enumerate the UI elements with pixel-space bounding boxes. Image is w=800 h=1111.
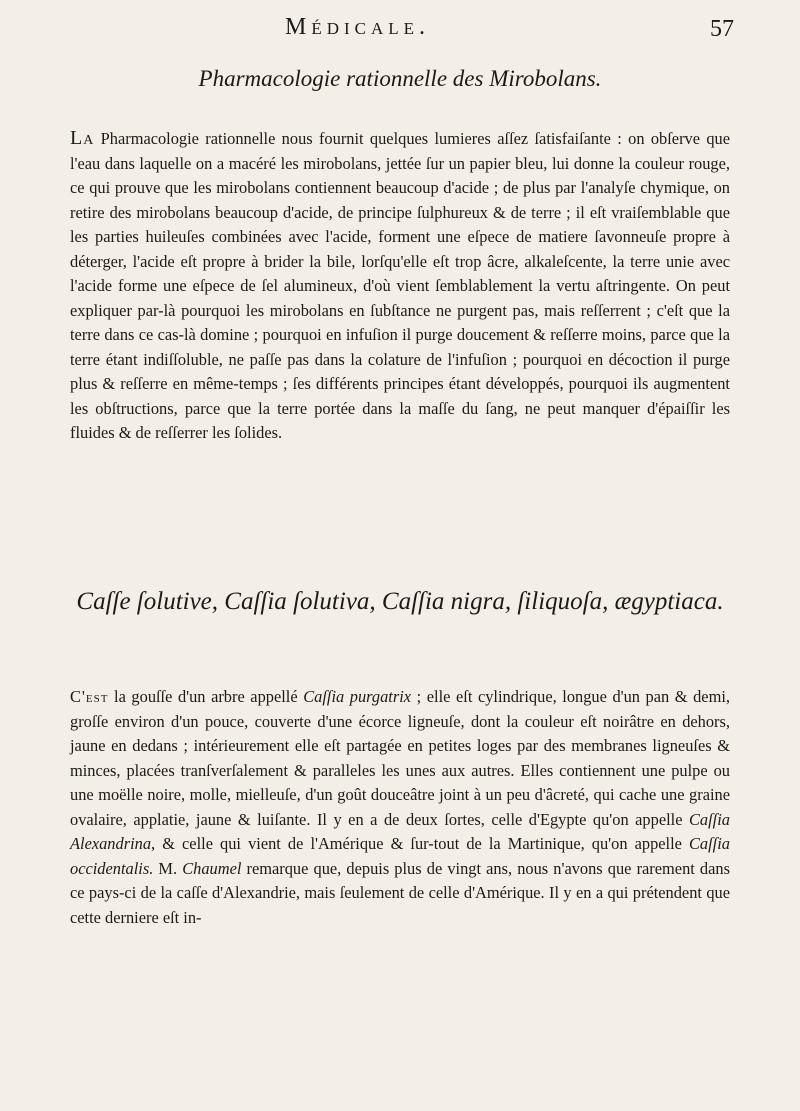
- running-head: [0, 12, 800, 48]
- author-name-chaumel: Chaumel: [182, 858, 242, 878]
- running-title: Médicale.: [285, 14, 431, 40]
- latin-name-alexandrina: Caſſia Alexandrina: [70, 809, 730, 854]
- page-number: 57: [710, 16, 734, 42]
- paragraph-text: la gouſſe d'un arbre appellé: [108, 687, 304, 707]
- latin-name-occidentalis: Caſſia occidentalis.: [70, 834, 730, 878]
- paragraph-lead-word: La: [70, 127, 95, 150]
- paragraph-mirobolans: [70, 126, 730, 446]
- paragraph-text: ; elle eſt cylindrique, longue d'un pan & demi, groſſe environ d'un pouce, couverte d'une écorce ligneuſe, dont la couleur eſt noirâtre en dehors, jaune en dedans ; intérieurement elle eſt partagée en petites loges par des membranes ligneuſes & minces, placées tranſverſalement & paralleles les unes aux autres. Elles contiennent une pulpe ou une moëlle noire, molle, mielleuſe, d'un goût douceâtre joint à un peu d'âcreté, qui cache une graine ovalaire, applatie, jaune & luiſante. Il y en a de deux ſortes, celle d'Egypte qu'on appelle: [70, 687, 730, 829]
- section-title-casse: Caſſe ſolutive, Caſſia ſolutiva, Caſſia nigra, ſiliquoſa, ægyptiaca.: [76, 588, 724, 615]
- paragraph-casse: [70, 685, 730, 930]
- paragraph-text: Pharmacologie rationnelle nous fournit quelques lumieres aſſez ſatisfaiſante : on obſerve que l'eau dans laquelle on a macéré les mirobolans, jettée ſur un papier bleu, lui donne la couleur rouge, ce qui prouve que les mirobolans contiennent beaucoup d'acide ; de plus par l'analyſe chymique, on retire des mirobolans beaucoup d'acide, de principe ſulphureux & de terre ; il eſt vraiſemblable que les parties huileuſes combinées avec l'acide, forment une eſpece de matiere ſavonneuſe propre à déterger, l'acide eſt propre à brider la bile, lorſqu'elle eſt trop âcre, alkaleſcente, la terre unie avec l'acide forme une eſpece de ſel alumineux, d'où vient ſemblablement la vertu aſtringente. On peut expliquer par-là pourquoi les mirobolans en ſubſtance ne purgent pas, mais reſſerrent ; c'eſt que la terre dans ce cas-là domine ; pourquoi en infuſion il purge doucement & reſſerre moins, parce que la terre étant indiſſoluble, ne paſſe pas dans la colature de l'infuſion ; pourquoi en décoction il purge plus & reſſerre en même-temps ; ſes différents principes étant développés, pourquoi ils augmentent les obſtructions, parce que la terre portée dans la maſſe du ſang, ne peut manquer d'épaiſſir les fluides & de reſſerrer les ſolides.: [70, 129, 730, 443]
- paragraph-text: M.: [153, 858, 183, 878]
- section-title-mirobolans: Pharmacologie rationnelle des Mirobolans.: [198, 66, 602, 91]
- paragraph-lead-word: C'est: [70, 687, 109, 707]
- paragraph-text: remarque que, depuis plus de vingt ans, nous n'avons que rarement dans ce pays-ci de la caſſe d'Alexandrie, mais ſeulement de celle d'Amérique. Il y en a qui prétendent que cette derniere eſt in-: [70, 858, 730, 927]
- paragraph-text: , & celle qui vient de l'Amérique & ſur-tout de la Martinique, qu'on appelle: [151, 834, 689, 854]
- latin-name-purgatrix: Caſſia purgatrix: [303, 687, 412, 707]
